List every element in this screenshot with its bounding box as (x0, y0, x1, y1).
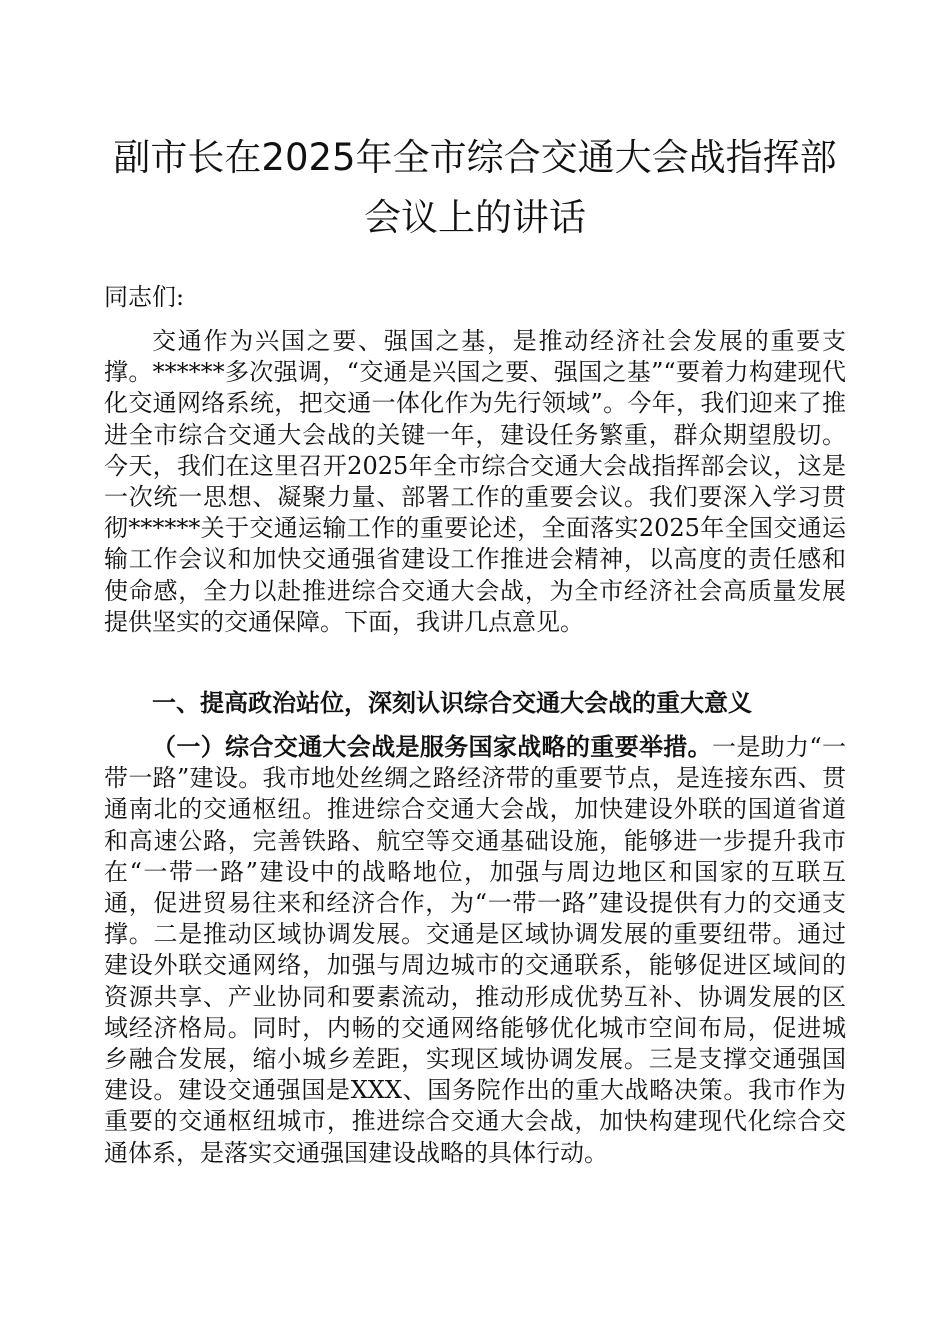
subsection-body: 一是助力“一带一路”建设。我市地处丝绸之路经济带的重要节点，是连接东西、贯通南北的交通枢纽。推进综合交通大会战，加快建设外联的国道省道和高速公路，完善铁路、航空等交通基础设施，能够进一步提升我市在“一带一路”建设中的战略地位，加强与周边地区和国家的互联互通，促进贸易往来和经济合作，为“一带一路”建设提供有力的交通支撑。二是推动区域协调发展。交通是区域协调发展的重要纽带。通过建设外联交通网络，加强与周边城市的交通联系，能够促进区域间的资源共享、产业协同和要素流动，推动形成优势互补、协调发展的区域经济格局。同时，内畅的交通网络能够优化城市空间布局，促进城乡融合发展，缩小城乡差距，实现区域协调发展。三是支撑交通强国建设。建设交通强国是XXX、国务院作出的重大战略决策。我市作为重要的交通枢纽城市，推进综合交通大会战，加快构建现代化综合交通体系，是落实交通强国建设战略的具体行动。 (104, 733, 846, 1167)
section-heading: 一、提高政治站位，深刻认识综合交通大会战的重大意义 (152, 688, 752, 717)
salutation: 同志们: (104, 283, 185, 311)
intro-paragraph: 交通作为兴国之要、强国之基，是推动经济社会发展的重要支撑。******多次强调，“交通是兴国之要、强国之基”“要着力构建现代化交通网络系统，把交通一体化作为先行领域”。今年，我们迎来了推进全市综合交通大会战的关键一年，建设任务繁重，群众期望殷切。今天，我们在这里召开2025年全市综合交通大会战指挥部会议，这是一次统一思想、凝聚力量、部署工作的重要会议。我们要深入学习贯彻******关于交通运输工作的重要论述，全面落实2025年全国交通运输工作会议和加快交通强省建设工作推进会精神，以高度的责任感和使命感，全力以赴推进综合交通大会战，为全市经济社会高质量发展提供坚实的交通保障。下面，我讲几点意见。 (104, 327, 846, 636)
document-title: 副市长在2025年全市综合交通大会战指挥部会议上的讲话 (113, 136, 837, 239)
subsection-paragraph (104, 731, 846, 1169)
subsection-heading: （一）综合交通大会战是服务国家战略的重要举措。 (152, 732, 712, 761)
